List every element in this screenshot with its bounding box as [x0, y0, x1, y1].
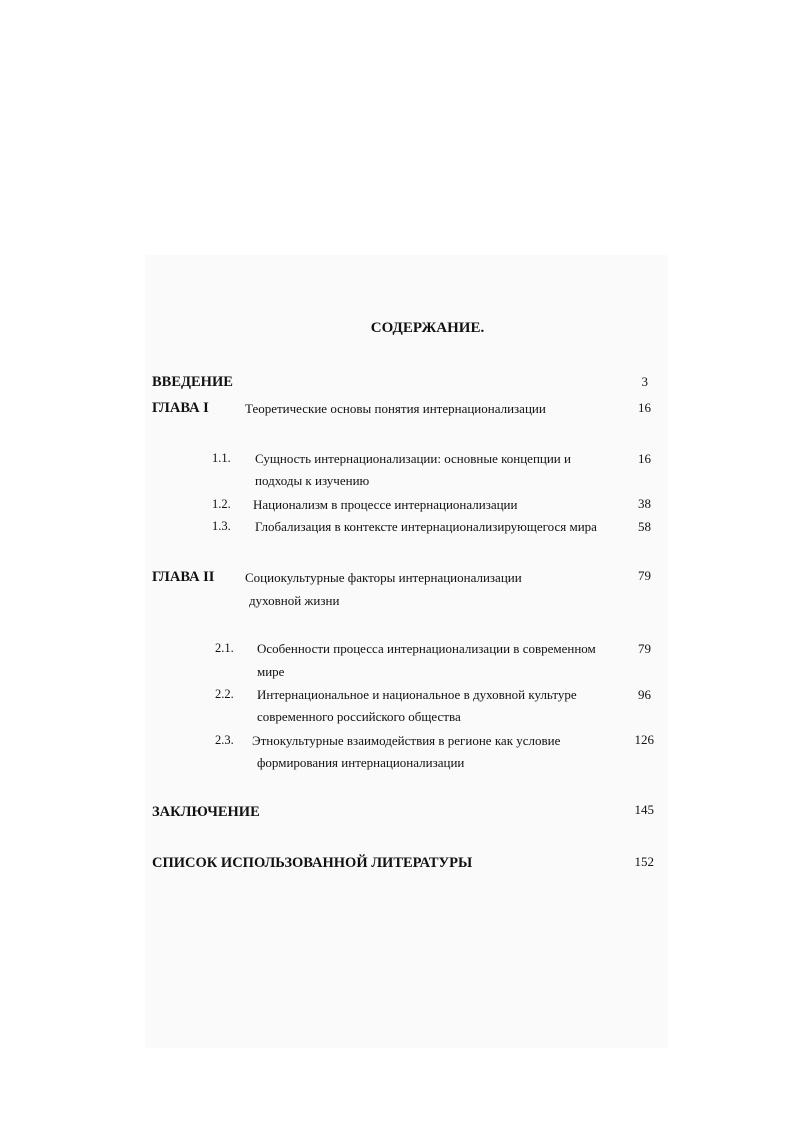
chapter2-page: 79: [638, 568, 651, 583]
conclusion-heading: ЗАКЛЮЧЕНИЕ: [152, 804, 260, 820]
section-title-continuation: формирования интернационализации: [257, 755, 465, 770]
section-page: 16: [638, 451, 651, 466]
section-title-continuation: мире: [257, 664, 285, 679]
section-number: 1.3.: [212, 519, 231, 533]
section-title: Национализм в процессе интернационализации: [253, 497, 518, 512]
section-title-continuation: подходы к изучению: [255, 473, 370, 488]
chapter2-title-continuation: духовной жизни: [249, 593, 340, 608]
chapter2-label: ГЛАВА II: [152, 569, 215, 585]
chapter1-title: Теоретические основы понятия интернационализации: [245, 401, 546, 416]
bibliography-heading: СПИСОК ИСПОЛЬЗОВАННОЙ ЛИТЕРАТУРЫ: [152, 855, 473, 871]
chapter1-page: 16: [638, 400, 651, 415]
section-page: 58: [638, 519, 651, 534]
section-number: 2.2.: [215, 687, 234, 701]
conclusion-page: 145: [634, 802, 654, 817]
section-number: 2.3.: [215, 733, 234, 747]
chapter2-title: Социокультурные факторы интернационализации: [245, 570, 522, 585]
section-title-continuation: современного российского общества: [257, 709, 461, 724]
section-title: Этнокультурные взаимодействия в регионе как условие: [252, 733, 561, 748]
toc-title: СОДЕРЖАНИЕ.: [370, 320, 485, 336]
section-number: 2.1.: [215, 641, 234, 655]
bibliography-page: 152: [634, 854, 654, 869]
section-number: 1.2.: [212, 497, 231, 511]
chapter1-label: ГЛАВА I: [152, 400, 209, 416]
section-page: 126: [634, 732, 654, 747]
section-title: Глобализация в контексте интернационализирующегося мира: [255, 519, 597, 534]
section-page: 79: [638, 641, 651, 656]
section-page: 96: [638, 687, 651, 702]
introduction-page: 3: [641, 374, 648, 389]
section-number: 1.1.: [212, 451, 231, 465]
section-title: Сущность интернационализации: основные концепции и: [255, 451, 571, 466]
section-title: Особенности процесса интернационализации в современном: [257, 641, 596, 656]
section-page: 38: [638, 496, 651, 511]
introduction-heading: ВВЕДЕНИЕ: [152, 374, 233, 390]
section-title: Интернациональное и национальное в духовной культуре: [257, 687, 577, 702]
